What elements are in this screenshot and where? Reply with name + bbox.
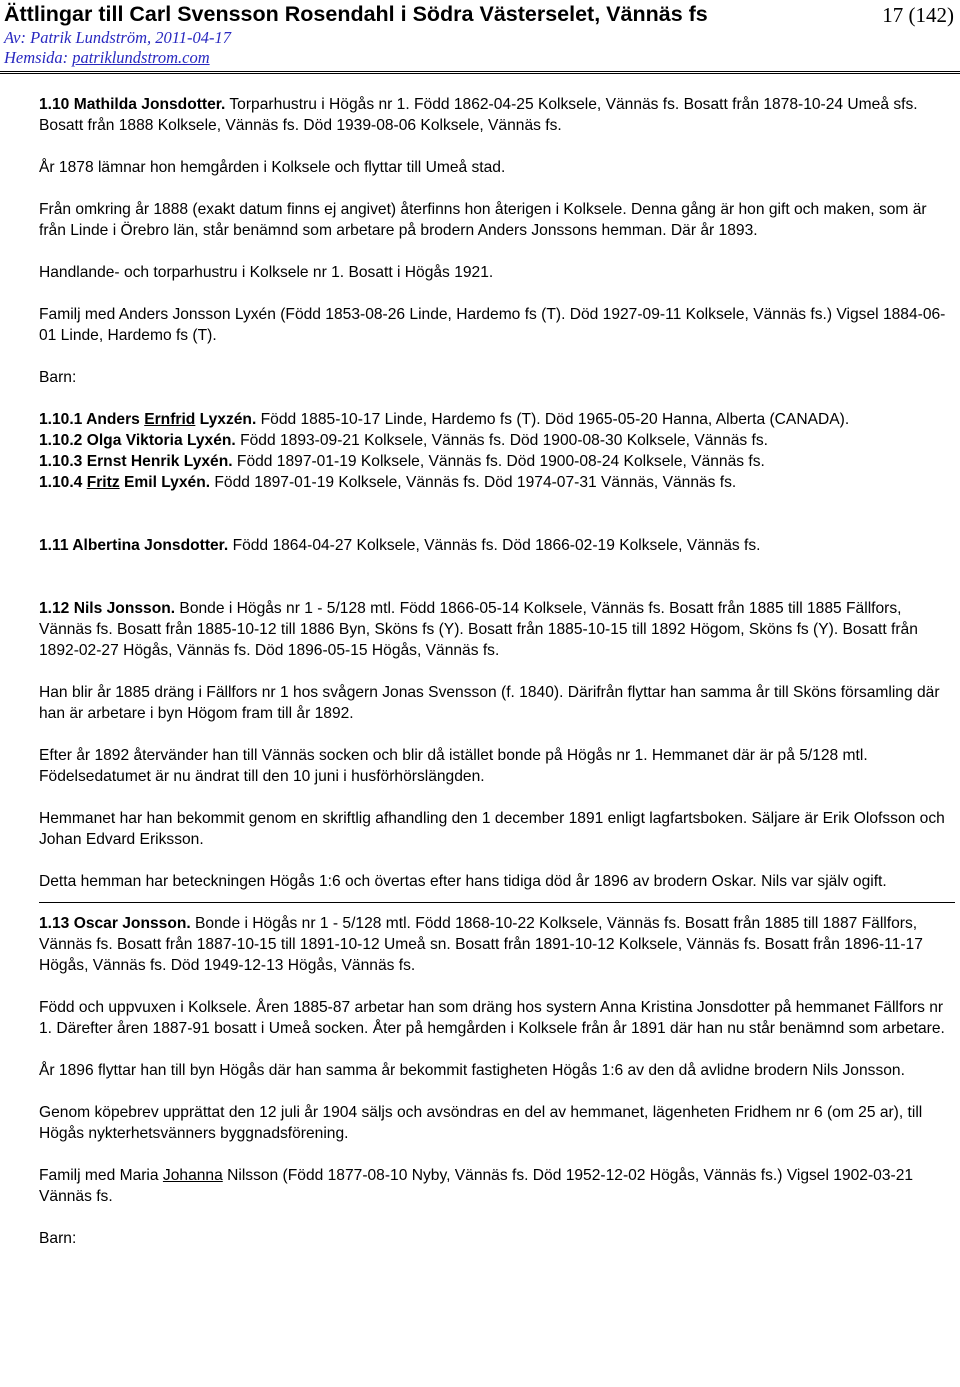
document-body (39, 94, 955, 1270)
entry-1-12 (39, 598, 955, 892)
child-name: Olga Viktoria Lyxén. (86, 432, 236, 449)
entry-summary: Bonde i Högås nr 1 - 5/128 mtl. Född 1866-05-14 Kolksele, Vännäs fs. Bosatt från 1885 till 1885 Fällfors, Vännäs fs. Bosatt från 1885-10-12 till 1886 Byn, Sköns fs (Y). Bosatt från 1885-10-15 till 1892 Högom, Sköns fs (Y). Bosatt från 1892-02-27 Högås, Vännäs fs. Död 1896-05-15 Högås, Vännäs fs. (39, 600, 918, 659)
paragraph: Från omkring år 1888 (exakt datum finns ej angivet) återfinns hon återigen i Kolksele. Denna gång är hon gift och maken, som är från Linde i Örebro län, står benämnd som arbetare på brodern Anders Jonssons hemman. Där år 1893. (39, 201, 927, 239)
paragraph: Efter år 1892 återvänder han till Vännäs socken och blir då istället bonde på Högås nr 1. Hemmanet där är på 5/128 mtl. Födelsedatumet är nu ändrat till den 10 juni i husförhörslängden. (39, 747, 868, 785)
entry-heading (39, 913, 955, 976)
entry-number: 1.10 (39, 96, 70, 113)
entry-name: Oscar Jonsson. (73, 915, 191, 932)
entry-name: Mathilda Jonsdotter. (73, 96, 226, 113)
children-label: Barn: (39, 369, 77, 386)
child-details: Född 1885-10-17 Linde, Hardemo fs (T). Död 1965-05-20 Hanna, Alberta (CANADA). (256, 411, 850, 428)
children-label: Barn: (39, 1230, 77, 1247)
child-call-name: Fritz (86, 474, 120, 491)
children-list (39, 409, 955, 493)
paragraph: Född och uppvuxen i Kolksele. Åren 1885-87 arbetar han som dräng hos systern Anna Kristina Jonsdotter på hemmanet Fällfors nr 1. Därefter åren 1887-91 bosatt i Umeå socken. Åter på hemgården i Kolksele från år 1891 där han nu står benämnd som arbetare. (39, 999, 945, 1037)
paragraph: Familj med Anders Jonsson Lyxén (Född 1853-08-26 Linde, Hardemo fs (T). Död 1927-09-11 Kolksele, Vännäs fs.) Vigsel 1884-06-01 Linde, Hardemo fs (T). (39, 306, 946, 344)
homepage-label: Hemsida: (4, 48, 69, 67)
child-name-part: Anders (86, 411, 140, 428)
child-entry (39, 409, 955, 430)
section-divider (39, 902, 955, 903)
spacer (39, 493, 955, 535)
document-title: Ättlingar till Carl Svensson Rosendahl i Södra Västerselet, Vännäs fs (4, 2, 708, 26)
child-name-part: Lyxzén. (199, 411, 257, 428)
child-details: Född 1897-01-19 Kolksele, Vännäs fs. Död 1974-07-31 Vännäs, Vännäs fs. (210, 474, 737, 491)
page-number: 17 (142) (882, 3, 954, 27)
child-details: Född 1893-09-21 Kolksele, Vännäs fs. Död 1900-08-30 Kolksele, Vännäs fs. (235, 432, 769, 449)
child-number: 1.10.1 (39, 411, 83, 428)
entry-1-13 (39, 913, 955, 1249)
homepage-line (4, 48, 210, 68)
entry-name: Albertina Jonsdotter. (72, 537, 229, 554)
entry-number: 1.13 (39, 915, 70, 932)
entry-number: 1.12 (39, 600, 70, 617)
entry-1-11 (39, 535, 955, 556)
paragraph: Han blir år 1885 dräng i Fällfors nr 1 hos svågern Jonas Svensson (f. 1840). Därifrån flyttar han samma år till Sköns församling där han är arbetare i byn Högom fram till år 1892. (39, 684, 940, 722)
call-name: Johanna (162, 1167, 223, 1184)
entry-summary: Torparhustru i Högås nr 1. Född 1862-04-25 Kolksele, Vännäs fs. Bosatt från 1878-10-24 Umeå sfs. Bosatt från 1888 Kolksele, Vännäs fs. Död 1939-08-06 Kolksele, Vännäs fs. (39, 96, 918, 134)
entry-name: Nils Jonsson. (73, 600, 176, 617)
child-entry (39, 451, 955, 472)
text-part: Familj med Maria (39, 1167, 159, 1184)
paragraph: År 1896 flyttar han till byn Högås där han samma år bekommit fastigheten Högås 1:6 av den då avlidne brodern Nils Jonsson. (39, 1062, 905, 1079)
author-line: Av: Patrik Lundström, 2011-04-17 (4, 28, 232, 47)
text-part: Nilsson (Född 1877-08-10 Nyby, Vännäs fs. Död 1952-12-02 Högås, Vännäs fs.) Vigsel 1902-03-21 Vännäs fs. (39, 1167, 914, 1205)
child-name-part: Emil Lyxén. (123, 474, 211, 491)
spacer (39, 556, 955, 598)
child-number: 1.10.2 (39, 432, 83, 449)
header-divider (0, 71, 960, 74)
entry-summary: Född 1864-04-27 Kolksele, Vännäs fs. Död 1866-02-19 Kolksele, Vännäs fs. (228, 537, 761, 554)
child-call-name: Ernfrid (144, 411, 196, 428)
child-details: Född 1897-01-19 Kolksele, Vännäs fs. Död 1900-08-24 Kolksele, Vännäs fs. (232, 453, 765, 470)
paragraph: Genom köpebrev upprättat den 12 juli år 1904 säljs och avsöndras en del av hemmanet, lägenheten Fridhem nr 6 (om 25 ar), till Högås nykterhetsvänners byggnadsförening. (39, 1104, 923, 1142)
child-entry (39, 430, 955, 451)
entry-number: 1.11 (39, 537, 69, 554)
homepage-link[interactable]: patriklundstrom.com (72, 48, 210, 67)
entry-heading (39, 535, 955, 556)
entry-heading (39, 598, 955, 661)
child-number: 1.10.4 (39, 474, 83, 491)
paragraph: År 1878 lämnar hon hemgården i Kolksele och flyttar till Umeå stad. (39, 159, 506, 176)
entry-heading (39, 94, 955, 136)
child-name: Ernst Henrik Lyxén. (86, 453, 233, 470)
entry-summary: Bonde i Högås nr 1 - 5/128 mtl. Född 1868-10-22 Kolksele, Vännäs fs. Bosatt från 1885 till 1887 Fällfors, Vännäs fs. Bosatt från 1887-10-15 till 1891-10-12 Umeå sn. Bosatt från 1891-10-12 Kolksele, Vännäs fs. Bosatt från 1896-11-17 Högås, Vännäs fs. Död 1949-12-13 Högås, Vännäs fs. (39, 915, 923, 974)
paragraph: Hemmanet har han bekommit genom en skriftlig afhandling den 1 december 1891 enligt lagfartsboken. Säljare är Erik Olofsson och Johan Edvard Eriksson. (39, 810, 945, 848)
child-entry (39, 472, 955, 493)
entry-1-10 (39, 94, 955, 493)
paragraph: Handlande- och torparhustru i Kolksele nr 1. Bosatt i Högås 1921. (39, 264, 494, 281)
paragraph (39, 1165, 955, 1207)
child-number: 1.10.3 (39, 453, 83, 470)
paragraph: Detta hemman har beteckningen Högås 1:6 och övertas efter hans tidiga död år 1896 av brodern Oskar. Nils var själv ogift. (39, 873, 887, 890)
